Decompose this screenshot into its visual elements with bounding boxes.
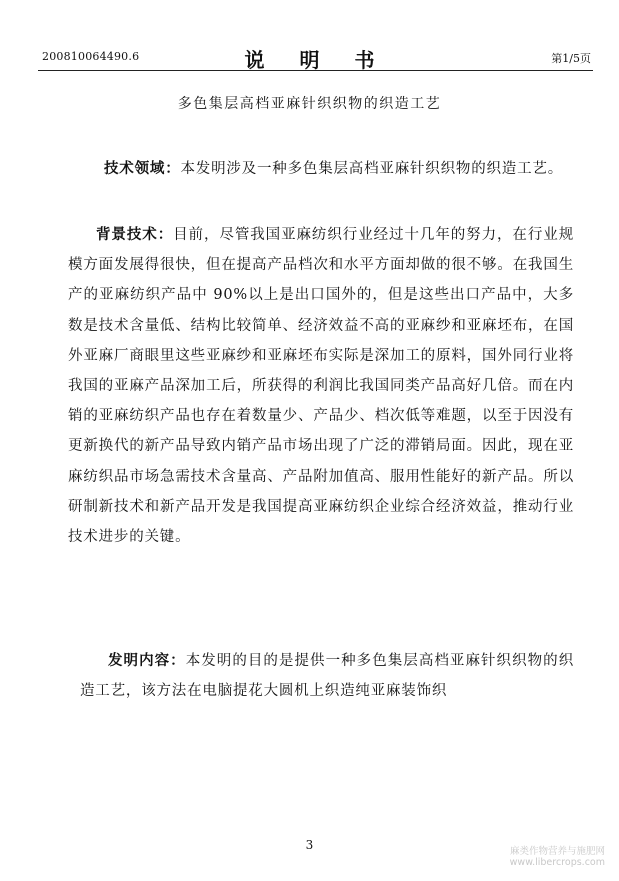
page-indicator: 第1/5页	[551, 52, 591, 65]
section-body: 本发明的目的是提供一种多色集层高档亚麻针织织物的织造工艺，该方法在电脑提花大圆机上织造纯亚麻装饰织	[80, 653, 575, 700]
section-heading: 发明内容：	[108, 652, 186, 669]
application-number: 200810064490.6	[42, 50, 140, 63]
section-body: 本发明涉及一种多色集层高档亚麻针织织物的织造工艺。	[180, 161, 563, 177]
header-divider	[38, 70, 593, 71]
watermark-line-2: www.libercrops.com	[509, 857, 605, 868]
page-number: 3	[305, 838, 314, 852]
document-title: 多色集层高档亚麻针织织物的织造工艺	[177, 96, 442, 112]
watermark	[510, 846, 605, 868]
document-type-heading: 说 明 书	[244, 48, 389, 72]
watermark-line-1: 麻类作物营养与施肥网	[509, 846, 605, 857]
section-heading: 背景技术：	[96, 226, 174, 243]
section-body: 目前，尽管我国亚麻纺织行业经过十几年的努力，在行业规模方面发展得很快，但在提高产品档次和水平方面却做的很不够。在我国生产的亚麻纺织产品中 90%以上是出口国外的，但是这些出口产品中，大多数是技术含量低、结构比较简单、经济效益不高的亚麻纱和亚麻坯布，在国外亚麻厂商眼里这些亚麻纱和亚麻坯布实际是深加工的原料，国外同行业将我国的亚麻产品深加工后，所获得的利润比我国同类产品高好几倍。而在内销的亚麻纺织产品也存在着数量少、产品少、档次低等难题，以至于因没有更新换代的新产品导致内销产品市场出现了广泛的滞销局面。因此，现在亚麻纺织品市场急需技术含量高、产品附加值高、服用性能好的新产品。所以研制新技术和新产品开发是我国提高亚麻纺织企业综合经济效益，推动行业技术进步的关键。	[68, 227, 574, 546]
section-heading: 技术领域：	[104, 160, 181, 177]
section-background	[68, 220, 574, 552]
section-technical-field	[76, 154, 574, 184]
section-invention-content	[80, 646, 574, 706]
